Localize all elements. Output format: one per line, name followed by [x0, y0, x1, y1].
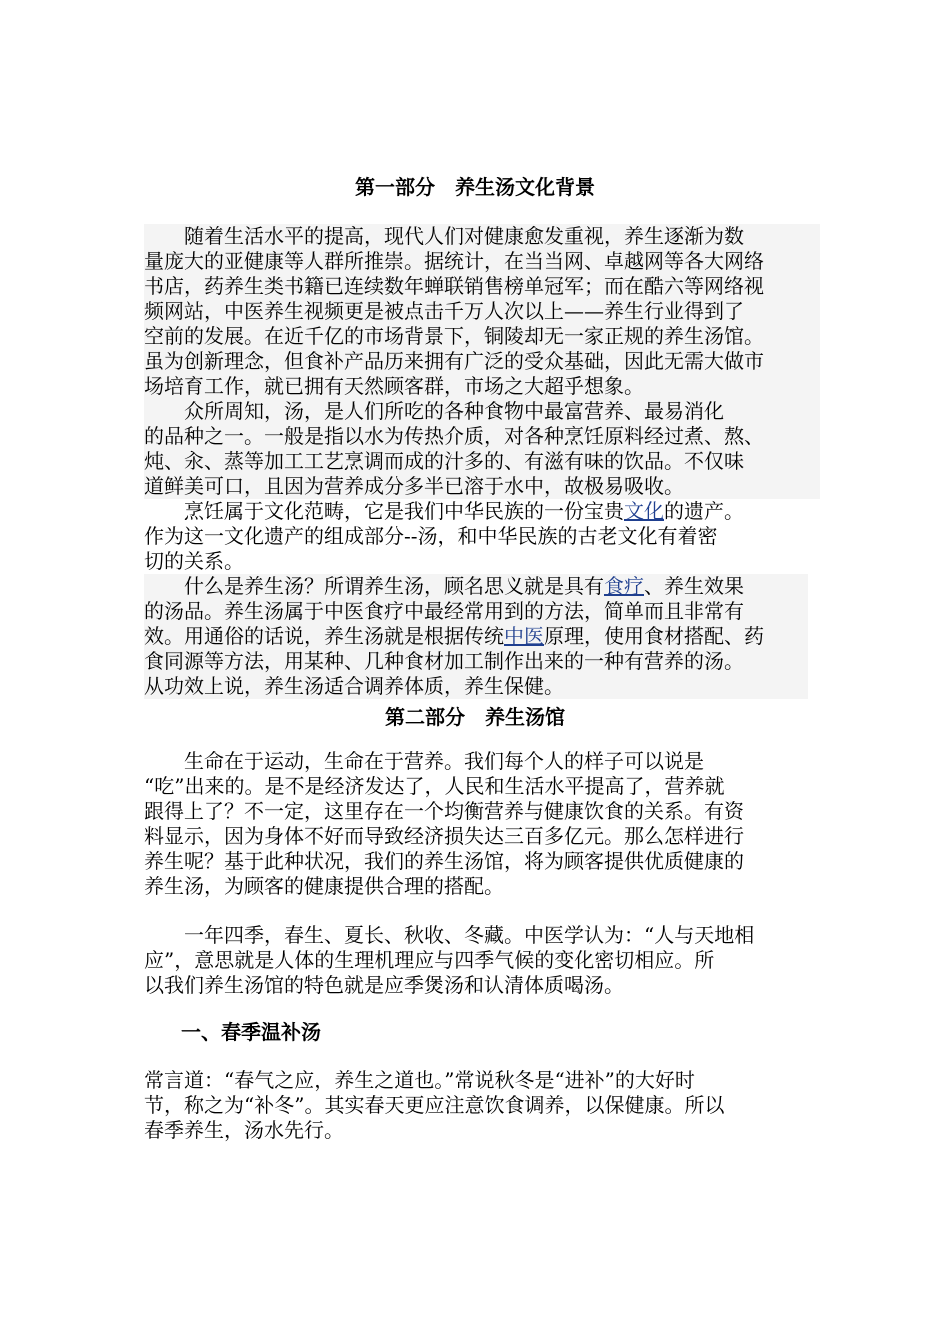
- text-line: 频网站，中医养生视频更是被点击千万人次以上——养生行业得到了: [144, 299, 744, 323]
- part1-paragraph-2: [144, 399, 820, 499]
- text-line: 书店，药养生类书籍已连续数年蝉联销售榜单冠军；而在酷六等网络视: [144, 274, 764, 298]
- text-line: 生命在于运动，生命在于营养。我们每个人的样子可以说是: [144, 749, 704, 773]
- text-line: 养生汤，为顾客的健康提供合理的搭配。: [144, 874, 504, 898]
- text-line: 道鲜美可口，且因为营养成分多半已溶于水中，故极易吸收。: [144, 474, 684, 498]
- text-segment: 、养生效果: [644, 574, 744, 598]
- text-line: [144, 499, 820, 524]
- text-line: 众所周知，汤，是人们所吃的各种食物中最富营养、最易消化: [144, 399, 724, 423]
- text-line: 量庞大的亚健康等人群所推崇。据统计，在当当网、卓越网等各大网络: [144, 249, 764, 273]
- part2-paragraph-2: [144, 923, 820, 998]
- text-line: 从功效上说，养生汤适合调养体质，养生保健。: [144, 674, 564, 698]
- text-line: 一年四季，春生、夏长、秋收、冬藏。中医学认为：“人与天地相: [144, 923, 755, 947]
- text-line: 炖、汆、蒸等加工工艺烹调而成的汁多的、有滋有味的饮品。不仅味: [144, 449, 744, 473]
- part2-paragraph-1: [144, 749, 820, 899]
- part2-title: 第二部分 养生汤馆: [385, 705, 565, 729]
- text-line: “吃”出来的。是不是经济发达了，人民和生活水平提高了，营养就: [144, 774, 725, 798]
- text-segment: 原理，使用食材搭配、药: [544, 624, 764, 648]
- text-segment: 烹饪属于文化范畴，它是我们中华民族的一份宝贵: [144, 499, 624, 523]
- text-line: 空前的发展。在近千亿的市场背景下，铜陵却无一家正规的养生汤馆。: [144, 324, 764, 348]
- text-line: 切的关系。: [144, 549, 244, 573]
- section-heading-spring: 一、春季温补汤: [181, 1020, 321, 1044]
- text-segment: 效。用通俗的话说，养生汤就是根据传统: [144, 624, 504, 648]
- text-line: [144, 574, 808, 599]
- part1-paragraph-3: [144, 499, 820, 574]
- text-segment: 什么是养生汤？所谓养生汤，顾名思义就是具有: [144, 574, 604, 598]
- text-line: 的品种之一。一般是指以水为传热介质，对各种烹饪原料经过煮、熬、: [144, 424, 764, 448]
- text-line: 作为这一文化遗产的组成部分--汤，和中华民族的古老文化有着密: [144, 524, 718, 548]
- text-line: 应”，意思就是人体的生理机理应与四季气候的变化密切相应。所: [144, 948, 715, 972]
- dietary-therapy-link[interactable]: 食疗: [604, 574, 644, 598]
- text-line: 的汤品。养生汤属于中医食疗中最经常用到的方法，简单而且非常有: [144, 599, 744, 623]
- tcm-link[interactable]: 中医: [504, 624, 544, 648]
- text-line: 食同源等方法，用某种、几种食材加工制作出来的一种有营养的汤。: [144, 649, 744, 673]
- part1-paragraph-1: [144, 224, 820, 399]
- part2-paragraph-3: [144, 1068, 820, 1143]
- text-line: [144, 624, 808, 649]
- text-line: 节，称之为“补冬”。其实春天更应注意饮食调养，以保健康。所以: [144, 1093, 725, 1117]
- text-line: 跟得上了？不一定，这里存在一个均衡营养与健康饮食的关系。有资: [144, 799, 744, 823]
- text-line: 料显示，因为身体不好而导致经济损失达三百多亿元。那么怎样进行: [144, 824, 744, 848]
- text-line: 随着生活水平的提高，现代人们对健康愈发重视，养生逐渐为数: [144, 224, 744, 248]
- text-segment: 的遗产。: [664, 499, 744, 523]
- text-line: 养生呢？基于此种状况，我们的养生汤馆，将为顾客提供优质健康的: [144, 849, 744, 873]
- part1-paragraph-4: [144, 574, 808, 699]
- text-line: 虽为创新理念，但食补产品历来拥有广泛的受众基础，因此无需大做市: [144, 349, 764, 373]
- text-line: 春季养生，汤水先行。: [144, 1118, 344, 1142]
- text-line: 场培育工作，就已拥有天然顾客群，市场之大超乎想象。: [144, 374, 644, 398]
- part1-title: 第一部分 养生汤文化背景: [355, 175, 595, 199]
- culture-link[interactable]: 文化: [624, 499, 664, 523]
- text-line: 常言道：“春气之应，养生之道也。”常说秋冬是“进补”的大好时: [144, 1068, 695, 1092]
- text-line: 以我们养生汤馆的特色就是应季煲汤和认清体质喝汤。: [144, 973, 624, 997]
